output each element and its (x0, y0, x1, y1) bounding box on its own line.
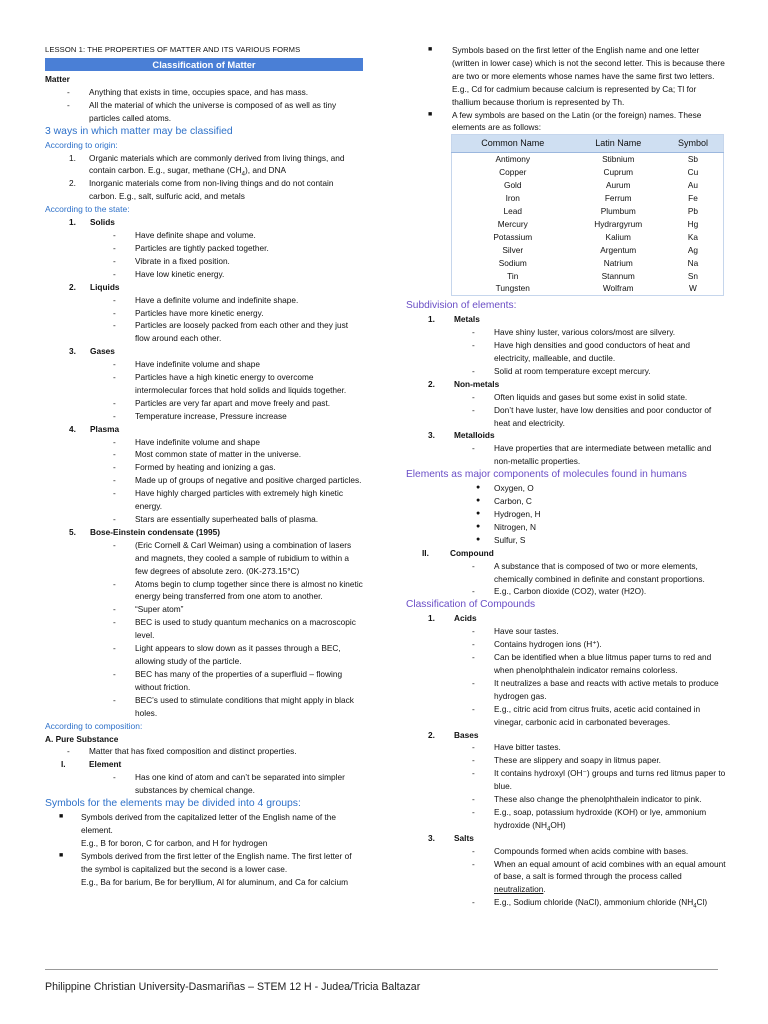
list-item: 2. Inorganic materials come from non-living things and do not contain carbon. E.g., salt, sulfuric acid, and metals (69, 178, 334, 202)
table-cell: Wolfram (602, 283, 634, 294)
list-item: - A substance that is composed of two or more elements, chemically combined in definite and constant proportions. (472, 560, 705, 584)
list-item: - Particles are tightly packed together. (113, 242, 269, 253)
list-item: - It neutralizes a base and reacts with active metals to produce hydrogen gas. (472, 677, 719, 701)
table-row (452, 218, 724, 231)
symbol-rule: ■ Symbols derived from the capitalized letter of the English name of the element. (59, 812, 337, 835)
symbol-rule: ■ A few symbols are based on the Latin (or the foreign) names. These elements are as follows: (428, 109, 702, 133)
table-cell: Tin (507, 270, 519, 281)
compound-heading-bases: 2. Bases (428, 729, 479, 740)
matter-heading: Matter (45, 73, 70, 84)
list-item: - Have bitter tastes. (472, 742, 561, 753)
table-cell: Cu (687, 167, 699, 178)
list-item: - Contains hydrogen ions (H⁺). (472, 639, 602, 650)
table-header: Latin Name (574, 135, 663, 153)
list-item: - Compounds formed when acids combine with bases. (472, 845, 689, 856)
compounds-heading: Classification of Compounds (406, 599, 536, 611)
symbol-example: E.g., Cd for cadmium because calcium is represented by Ca; Tl for thallium because thorium is represented by Th. (452, 83, 697, 107)
list-item: - Vibrate in a fixed position. (113, 255, 230, 266)
table-cell: Stibnium (602, 154, 635, 165)
list-item: - Have highly charged particles with extremely high kinetic energy. (113, 488, 343, 512)
list-item: - Formed by heating and ionizing a gas. (113, 462, 276, 473)
list-item: - E.g., soap, potassium hydroxide (KOH) or lye, ammonium hydroxide $(NH_4OH)$ (472, 806, 707, 833)
right-column (406, 44, 726, 909)
lesson-title: LESSON 1: THE PROPERTIES OF MATTER AND ITS VARIOUS FORMS (45, 45, 301, 54)
symbols-list-right (406, 44, 726, 134)
subdivision-heading-metals: 1. Metals (428, 314, 480, 325)
symbol-rule: ■ Symbols based on the first letter of the English name and one letter (written in lower case) which is not the second letter. This is because there are two or more elements whose names have the same first two letters. (428, 45, 725, 81)
list-item: - BEC is used to study quantum mechanics on a macroscopic level. (113, 617, 356, 641)
table-row (452, 205, 724, 218)
human-element-item: ● Carbon, C (476, 496, 532, 507)
state-list (45, 216, 363, 719)
state-heading-gases: 3. Gases (69, 346, 115, 357)
table-cell: Copper (499, 167, 527, 178)
subdivision-list (406, 313, 726, 468)
symbols-heading: Symbols for the elements may be divided into 4 groups: (45, 798, 301, 810)
state-heading-bose-einstein: 5. Bose-Einstein condensate (1995) (69, 526, 221, 537)
compounds-list (406, 612, 726, 909)
human-element-item: ● Oxygen, O (476, 483, 534, 494)
table-row (452, 282, 724, 295)
list-item: - These are slippery and soapy in litmus paper. (472, 755, 661, 766)
table-cell: Argentum (600, 244, 637, 255)
list-item: - Particles have more kinetic energy. (113, 307, 264, 318)
table-cell: Sn (687, 270, 699, 281)
list-item: - When an equal amount of acid combines with an equal amount of base, a salt is formed through the process called neutralization. (472, 858, 726, 895)
ways-heading: 3 ways in which matter may be classified (45, 125, 233, 137)
list-item: - Anything that exists in time, occupies space, and has mass. (67, 86, 309, 97)
symbol-example: E.g., B for boron, C for carbon, and H for hydrogen (81, 837, 268, 848)
table-cell: Stannum (601, 270, 635, 281)
list-item: - E.g., Carbon dioxide (CO2), water (H2O). (472, 586, 647, 597)
list-item: - It contains hydroxyl (OH⁻) groups and turns red litmus paper to blue. (472, 768, 726, 792)
left-column (45, 44, 363, 888)
human-element-item: ● Nitrogen, N (476, 521, 536, 532)
humans-heading: Elements as major components of molecules found in humans (406, 469, 687, 481)
table-row (452, 179, 724, 192)
list-item: - Have properties that are intermediate between metallic and non-metallic properties. (472, 443, 712, 467)
list-item: - Particles are very far apart and move freely and past. (113, 397, 331, 408)
table-row (452, 270, 724, 283)
latin-symbols-table (451, 134, 724, 296)
table-cell: Lead (503, 205, 522, 216)
compound-heading: II. Compound (422, 547, 494, 558)
table-cell: Au (687, 180, 699, 191)
subdivision-heading: Subdivision of elements: (406, 300, 517, 312)
element-heading: I. Element (61, 759, 122, 770)
human-element-item: ● Sulfur, S (476, 534, 526, 545)
list-item: - Solid at room temperature except mercury. (472, 365, 651, 376)
table-cell: Antimony (495, 154, 531, 165)
list-item: - BEC has many of the properties of a superfluid – flowing without friction. (113, 668, 343, 692)
compound-heading-acids: 1. Acids (428, 613, 477, 624)
subdivision-heading-metalloids: 3. Metalloids (428, 430, 495, 441)
human-element-item: ● Hydrogen, H (476, 509, 541, 519)
list-item: - Have a definite volume and indefinite shape. (113, 294, 299, 305)
composition-heading: According to composition: (45, 720, 143, 731)
list-item: - Can be identified when a blue litmus paper turns to red and when phenolphthalein indicator remains colorless. (472, 652, 712, 675)
list-item: - Have indefinite volume and shape (113, 359, 260, 370)
table-cell: Plumbum (600, 205, 636, 216)
list-item: - Often liquids and gases but some exist in solid state. (472, 391, 688, 402)
table-cell: Hydrargyrum (594, 218, 643, 229)
list-item: - Made up of groups of negative and positive charged particles. (113, 475, 362, 486)
list-item: - Have sour tastes. (472, 626, 559, 637)
list-item: - Have definite shape and volume. (113, 230, 256, 241)
table-cell: Ferrum (604, 193, 632, 204)
list-item: - Has one kind of atom and can’t be separated into simpler substances by chemical change. (113, 772, 345, 796)
symbols-list-left (45, 811, 363, 888)
symbol-rule: ■ Symbols derived from the first letter of the English name. The first letter of the symbol is capitalized but the second is a lower case. (59, 850, 352, 874)
list-item: - Temperature increase, Pressure increase (113, 410, 287, 421)
state-heading-plasma: 4. Plasma (69, 423, 120, 434)
table-header: Common Name (452, 135, 574, 153)
table-cell: Na (687, 257, 699, 268)
list-item: - Have high densities and good conductors of heat and electricity, malleable, and ductile. (472, 340, 691, 364)
table-cell: Kalium (605, 231, 631, 242)
list-item: - Particles have a high kinetic energy to overcome intermolecular forces that hold solids and liquids together. (113, 372, 347, 395)
state-heading-liquids: 2. Liquids (69, 281, 120, 292)
list-item: - E.g., Sodium chloride (NaCl), ammonium chloride $(NH_4Cl)$ (472, 897, 708, 910)
table-cell: Sodium (498, 257, 527, 268)
list-item: - Light appears to slow down as it passes through a BEC, allowing study of the particle. (113, 643, 341, 666)
list-item: - BEC’s used to stimulate conditions that might apply in black holes. (113, 694, 354, 718)
table-cell: Aurum (606, 180, 631, 191)
table-cell: W (689, 283, 697, 294)
list-item: - Don’t have luster, have low densities and poor conductor of heat and electricity. (472, 404, 712, 428)
table-row (452, 244, 724, 257)
table-row (452, 192, 724, 205)
list-item: - These also change the phenolphthalein indicator to pink. (472, 794, 702, 805)
subdivision-heading-non-metals: 2. Non-metals (428, 378, 500, 389)
state-heading: According to the state: (45, 204, 130, 215)
compound-heading-salts: 3. Salts (428, 832, 474, 843)
footer-divider (45, 969, 718, 970)
table-cell: Iron (505, 193, 520, 204)
list-item: - Most common state of matter in the universe. (113, 449, 302, 460)
table-cell: Silver (502, 244, 524, 255)
table-cell: Hg (687, 218, 699, 229)
table-row (452, 153, 724, 166)
table-cell: Tungsten (495, 283, 530, 294)
list-item: - “Super atom” (113, 604, 184, 615)
table-cell: Ka (687, 231, 699, 242)
list-item: - Particles are loosely packed from each other and they just flow around each other. (113, 320, 349, 344)
list-item: - All the material of which the universe is composed of as well as tiny particles called atoms. (67, 99, 337, 123)
list-item: - Stars are essentially superheated balls of plasma. (113, 514, 319, 524)
list-item: - Have low kinetic energy. (113, 268, 225, 279)
pure-substance-heading: A. Pure Substance (45, 733, 119, 744)
state-heading-solids: 1. Solids (69, 217, 115, 228)
footer-text: Philippine Christian University-Dasmariñas – STEM 12 H - Judea/Tricia Baltazar (45, 981, 421, 993)
section-banner: Classification of Matter (45, 58, 363, 71)
list-item: - E.g., citric acid from citrus fruits, acetic acid contained in vinegar, carbonic acid in carbonated beverages. (472, 703, 701, 727)
table-cell: Gold (503, 180, 522, 191)
humans-list (406, 482, 726, 547)
table-row (452, 257, 724, 270)
table-cell: Sb (687, 154, 699, 165)
list-item: - Matter that has fixed composition and distinct properties. (67, 746, 297, 757)
list-item: 1. Organic materials which are commonly derived from living things, and contain carbon. E.g., sugar, methane $(CH_4)$, and DNA (69, 152, 345, 179)
table-cell: Pb (687, 205, 699, 216)
table-cell: Mercury (497, 218, 528, 229)
symbol-example: E.g., Ba for barium, Be for beryllium, Al for aluminum, and Ca for calcium (81, 876, 348, 887)
origin-heading: According to origin: (45, 139, 118, 150)
list-item: - Atoms begin to clump together since there is almost no kinetic energy being transferred from one atom to another. (113, 578, 363, 602)
list-item: - Have indefinite volume and shape (113, 436, 260, 447)
list-item: - Have shiny luster, various colors/most are silvery. (472, 327, 676, 338)
table-cell: Natrium (603, 257, 633, 268)
table-cell: Ag (687, 244, 699, 255)
table-cell: Fe (688, 193, 698, 204)
list-item: - (Eric Cornell & Carl Weiman) using a combination of lasers and magnets, they cooled a sample of rubidium to within a few degrees of absolute zero. (0K-273.15°C) (113, 539, 352, 576)
table-row (452, 231, 724, 244)
table-header: Symbol (663, 135, 724, 153)
table-cell: Potassium (493, 231, 533, 242)
table-cell: Cuprum (603, 167, 633, 178)
table-row (452, 166, 724, 179)
